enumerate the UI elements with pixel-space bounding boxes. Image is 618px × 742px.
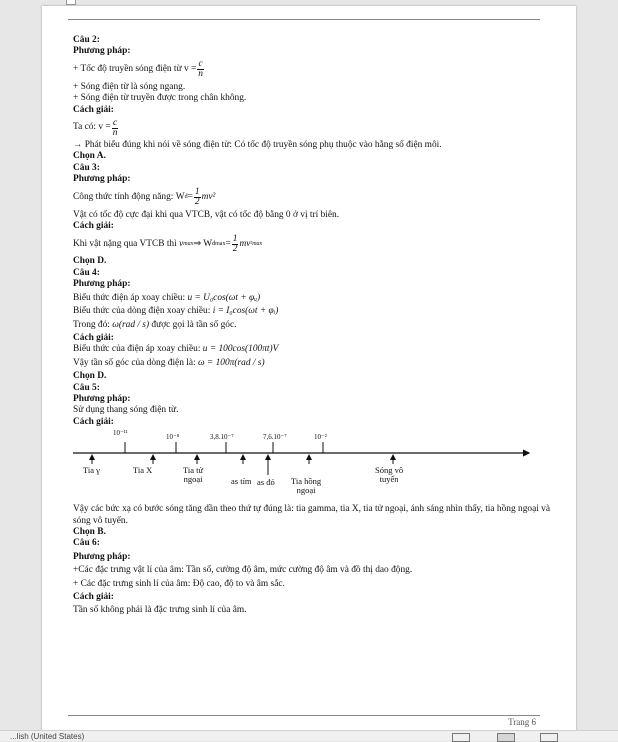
q2-solution-text: Ta có: v = — [73, 122, 111, 133]
q3-eq: = — [225, 238, 231, 249]
q3-w-sub: đmax — [212, 240, 226, 247]
page-content — [73, 35, 553, 617]
q4-omega: ω(rad / s) — [112, 319, 150, 330]
q4-where-line — [73, 320, 553, 331]
region-label: Sóng vô tuyến — [375, 465, 404, 485]
q4-voltage-expr — [73, 293, 553, 304]
electromagnetic-spectrum-scale — [73, 428, 553, 506]
q3-w: W — [175, 191, 185, 202]
q3-v: v — [179, 238, 184, 249]
page-corner-marker — [66, 0, 76, 5]
question-5-title: Câu 5: — [73, 382, 100, 393]
q5-method-heading: Phương pháp: — [73, 393, 131, 404]
region-label: as đỏ — [257, 477, 275, 488]
q2-formula-text: + Tốc độ truyền sóng điện từ v = — [73, 64, 197, 75]
region-label: as tím — [231, 476, 252, 487]
q3-line-2: Vật có tốc độ cực đại khi qua VTCB, vật có tốc độ bằng 0 ở vị trí biên. — [73, 209, 340, 220]
q6-line-1: +Các đặc trưng vật lí của âm: Tần số, cường độ âm, mức cường độ âm và đồ thị dao động. — [73, 565, 413, 576]
footer-rule — [68, 715, 540, 716]
q4-sol-label: Biểu thức của điện áp xoay chiều: — [73, 344, 201, 355]
q3-solution-fraction — [232, 235, 239, 254]
q2-answer: Chọn A. — [73, 151, 106, 162]
q6-line-2: + Các đặc trưng sinh lí của âm: Độ cao, độ to và âm sắc. — [73, 578, 285, 589]
q3-w-sub: đ — [184, 193, 188, 200]
q5-conclusion: Vậy các bức xạ có bước sóng tăng dần theo thứ tự đúng là: tia gamma, tia X, tia tử ngoại, ánh sáng nhìn thấy, tia hồng ngoại và sóng vô tuyến. — [73, 504, 551, 526]
question-6-title: Câu 6: — [73, 538, 100, 549]
q3-v-sub: max — [183, 240, 194, 247]
tick-label: 7,6.10⁻⁷ — [263, 433, 287, 442]
q3-method-heading: Phương pháp: — [73, 174, 131, 185]
q3-answer: Chọn D. — [73, 256, 107, 267]
q4-current-formula: i = I₀cos(ωt + φᵢ) — [212, 306, 279, 317]
frac-num: 1 — [232, 233, 238, 244]
q5-answer: Chọn B. — [73, 526, 106, 537]
q6-conclusion: Tần số không phải là đặc trưng sinh lí của âm. — [73, 605, 247, 616]
q6-method-heading: Phương pháp: — [73, 551, 131, 562]
q2-method-heading: Phương pháp: — [73, 46, 131, 57]
q3-solution-text: Khi vật nặng qua VTCB thì — [73, 238, 177, 249]
q4-method-heading: Phương pháp: — [73, 279, 131, 290]
status-language[interactable]: ...lish (United States) — [10, 732, 85, 741]
q4-answer: Chọn D. — [73, 371, 107, 382]
q2-conclusion: → Phát biểu đúng khi nói về sóng điện từ: Có tốc độ truyền sóng phụ thuộc vào hằng số điện môi. — [73, 140, 442, 151]
q4-omega-value: ω = 100π(rad / s) — [197, 357, 265, 368]
q2-solution-formula — [73, 116, 553, 140]
frac-den: 2 — [232, 243, 238, 254]
q3-kinetic-energy-formula — [73, 186, 553, 210]
q4-solution-line-1 — [73, 344, 553, 355]
q2-solution-fraction — [112, 119, 119, 138]
print-layout-icon[interactable] — [497, 733, 515, 742]
q4-solution-line-2 — [73, 358, 553, 369]
q4-current-expr — [73, 306, 553, 317]
q3-mv2: mv² — [201, 191, 216, 202]
q5-line-1: Sử dụng thang sóng điện từ. — [73, 405, 179, 416]
q5-solution-heading: Cách giải: — [73, 416, 114, 427]
frac-den: 2 — [194, 197, 200, 208]
question-2-title: Câu 2: — [73, 35, 100, 45]
q3-solution-formula — [73, 232, 553, 256]
q2-formula-line — [73, 58, 553, 82]
q3-mv: mv — [239, 238, 251, 249]
q2-fraction — [197, 60, 204, 79]
tick-label: 10⁻² — [314, 433, 327, 442]
frac-den: n — [198, 69, 203, 80]
web-layout-icon[interactable] — [540, 733, 558, 742]
q4-solution-heading: Cách giải: — [73, 332, 114, 343]
q2-line-3: + Sóng điện từ truyền được trong chân không. — [73, 93, 247, 104]
q3-implies-w: ⇒ W — [193, 238, 213, 249]
q3-solution-heading: Cách giải: — [73, 221, 114, 232]
frac-num: 1 — [194, 187, 200, 198]
q3-formula-label: Công thức tính động năng: — [73, 191, 174, 202]
q2-line-2: + Sóng điện từ là sóng ngang. — [73, 81, 186, 92]
frac-num: c — [198, 59, 203, 70]
frac-num: c — [112, 117, 118, 128]
q3-eq: = — [187, 191, 193, 202]
question-4-title: Câu 4: — [73, 267, 100, 278]
q4-current-label: Biểu thức của dòng điện xoay chiều: — [73, 306, 211, 317]
read-mode-icon[interactable] — [452, 733, 470, 742]
q4-where-text: được gọi là tần số góc. — [151, 319, 237, 330]
page-number: Trang 6 — [508, 717, 536, 727]
region-label: Tia tử ngoại — [183, 465, 204, 485]
q6-solution-heading: Cách giải: — [73, 592, 114, 602]
tick-label: 10⁻⁸ — [166, 433, 180, 442]
frac-den: n — [112, 127, 118, 138]
tick-label: 3,8.10⁻⁷ — [210, 433, 234, 442]
q4-sol-formula: u = 100cos(100πt)V — [202, 344, 279, 355]
region-label: Tia γ — [83, 465, 100, 476]
header-rule — [68, 19, 540, 20]
status-bar — [0, 730, 618, 741]
tick-label: 10⁻¹¹ — [113, 429, 128, 438]
q4-where-label: Trong đó: — [73, 319, 110, 330]
q4-omega-label: Vậy tần số góc của dòng điện là: — [73, 357, 196, 368]
q4-voltage-label: Biểu thức điện áp xoay chiều: — [73, 292, 186, 303]
document-page — [42, 6, 576, 730]
question-3-title: Câu 3: — [73, 162, 100, 173]
q4-voltage-formula: u = U₀cos(ωt + φᵤ) — [187, 292, 261, 303]
region-label: Tia X — [133, 465, 153, 476]
region-label: Tia hồng ngoại — [291, 476, 322, 496]
q3-fraction — [194, 188, 201, 207]
q2-solution-heading: Cách giải: — [73, 104, 114, 115]
q3-mv-sub: ²max — [250, 240, 263, 247]
